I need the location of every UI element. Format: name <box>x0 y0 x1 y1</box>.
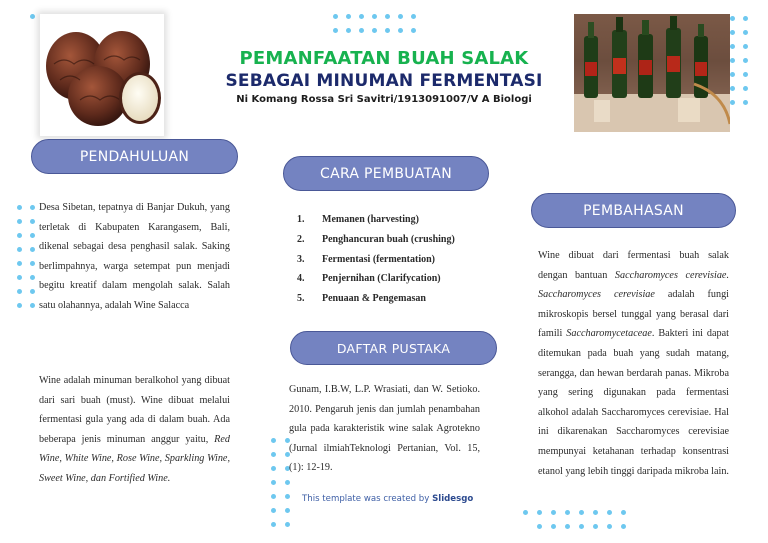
pembahasan-heading-label: PEMBAHASAN <box>583 202 684 219</box>
pembahasan-heading <box>531 193 736 228</box>
step-number: 2. <box>297 233 305 245</box>
step-item <box>297 214 455 234</box>
species-name: Saccharomyces cerevisiae. Saccharomyces cerevisiae <box>538 269 729 301</box>
dots-center-bottom <box>271 438 290 527</box>
pendahuluan-heading <box>31 139 238 174</box>
daftar-pustaka-heading <box>290 331 497 365</box>
title-line-2: SEBAGAI MINUMAN FERMENTASI <box>225 71 543 91</box>
wine-types: Red Wine, White Wine, Rose Wine, Sparkling Wine, Sweet Wine, dan Fortified Wine. <box>39 433 230 484</box>
step-text: Fermentasi (fermentation) <box>322 253 436 265</box>
step-text: Penjernihan (Clarifycation) <box>322 273 441 285</box>
credit-brand-link[interactable]: Slidesgo <box>432 494 474 504</box>
step-number: 4. <box>297 273 305 285</box>
step-text: Penuaan & Pengemasan <box>322 293 426 305</box>
pendahuluan-heading-label: PENDAHULUAN <box>79 148 190 165</box>
author-line: Ni Komang Rossa Sri Savitri/1913091007/V A Biologi <box>236 94 532 105</box>
step-item <box>297 254 455 274</box>
step-number: 1. <box>297 214 305 225</box>
step-item <box>297 234 455 254</box>
step-item <box>297 273 455 293</box>
steps-list <box>297 214 455 313</box>
template-credit <box>302 494 473 504</box>
dots-left-middle <box>17 205 35 308</box>
daftar-pustaka-heading-label: DAFTAR PUSTAKA <box>336 340 451 356</box>
cara-pembuatan-heading <box>283 156 489 191</box>
dots-right-column <box>730 16 748 105</box>
credit-text: This template was created by <box>302 494 433 504</box>
title-line-1: PEMANFAATAN BUAH SALAK <box>239 48 529 69</box>
dots-top-left <box>30 14 35 19</box>
pendahuluan-paragraph-1: Desa Sibetan, tepatnya di Banjar Dukuh, yang terletak di Kabupaten Karangasem, Bali, dikenal sebagai desa penghasil salak. Saking berlimpahnya, warga setempat pun menjadi begitu kreatif dalam mengolah salak. Salah satu olahannya, adalah Wine Salacca <box>39 202 230 311</box>
step-text: Memanen (harvesting) <box>322 214 419 225</box>
step-item <box>297 293 455 313</box>
step-number: 5. <box>297 293 305 305</box>
pembahasan-text-c: adalah fungi mikroskopis bersel tunggal yang berasal dari famili <box>538 289 729 340</box>
pembahasan-paragraph <box>538 246 729 481</box>
reference-text: Gunam, I.B.W, L.P. Wrasiati, dan W. Setioko. 2010. Pengaruh jenis dan jumlah penambahan gula pada karakteristik wine salak Agrotekno (Jurnal ilmiahTeknologi Pertanian, Vol. 15, (1): 12-19. <box>289 384 480 474</box>
cara-pembuatan-heading-label: CARA PEMBUATAN <box>320 165 452 182</box>
family-name: Saccharomycetaceae <box>566 328 652 340</box>
pembahasan-text-a: Wine dibuat dari fermentasi buah salak dengan bantuan <box>538 250 729 281</box>
pembahasan-text-e: . Bakteri ini dapat ditemukan pada buah yang sudah matang, serangga, dan hewan berdarah panas. Mikroba yang sering digunakan pada fermentasi alkohol adalah Saccharomyces cerevisiae. Hal ini dikarenakan Saccharomyces cerevisiae mempunyai ketahanan terhadap konsentrasi etanol yang lebih tinggi daripada mikroba lain. <box>538 328 729 477</box>
dots-top-center <box>333 14 416 33</box>
wine-bottles-photo <box>574 14 730 132</box>
pendahuluan-paragraph-2-text: Wine adalah minuman beralkohol yang dibuat dari sari buah (must). Wine dibuat melalui fermentasi gula yang ada di dalam buah. Ada beberapa jenis minuman anggur yaitu, <box>39 375 230 445</box>
step-text: Penghancuran buah (crushing) <box>322 233 455 245</box>
step-number: 3. <box>297 253 305 265</box>
dots-bottom-right <box>523 510 626 529</box>
salak-fruit-photo <box>40 14 164 136</box>
pendahuluan-paragraph-2 <box>39 371 230 489</box>
